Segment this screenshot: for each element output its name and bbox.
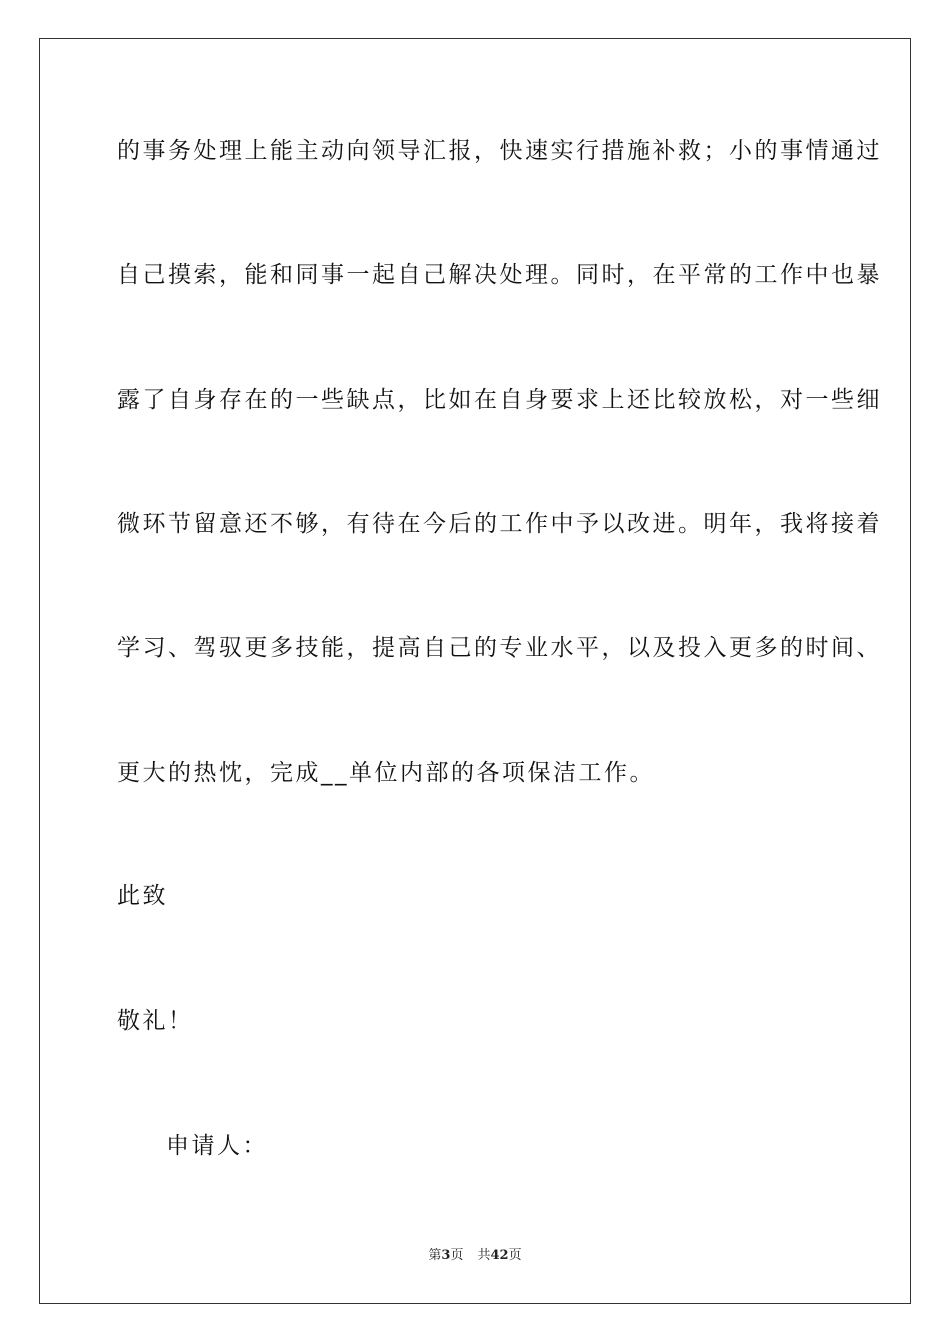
page-border <box>39 38 911 1304</box>
paragraph-line-6: 更大的热忱，完成__单位内部的各项保洁工作。 <box>117 760 655 786</box>
paragraph-line-1: 的事务处理上能主动向领导汇报，快速实行措施补救；小的事情通过 <box>117 138 882 164</box>
paragraph-line-2: 自己摸索，能和同事一起自己解决处理。同时，在平常的工作中也暴 <box>117 262 882 288</box>
page-footer <box>0 1247 950 1265</box>
paragraph-line-3: 露了自身存在的一些缺点，比如在自身要求上还比较放松，对一些细 <box>117 387 882 413</box>
footer-page-prefix: 第 <box>428 1248 442 1263</box>
closing-salutation: 此致 <box>117 883 168 909</box>
footer-total-suffix: 页 <box>508 1248 522 1263</box>
paragraph-line-4: 微环节留意还不够，有待在今后的工作中予以改进。明年，我将接着 <box>117 511 882 537</box>
paragraph-line-5: 学习、驾驭更多技能，提高自己的专业水平，以及投入更多的时间、 <box>117 635 882 661</box>
footer-total-pages: 42 <box>490 1248 509 1263</box>
footer-total-prefix: 共 <box>477 1248 491 1263</box>
footer-page-suffix: 页 <box>450 1248 464 1263</box>
closing-respect: 敬礼！ <box>117 1008 194 1034</box>
footer-page-number: 3 <box>441 1248 451 1263</box>
signature-label: 申请人： <box>166 1133 268 1159</box>
